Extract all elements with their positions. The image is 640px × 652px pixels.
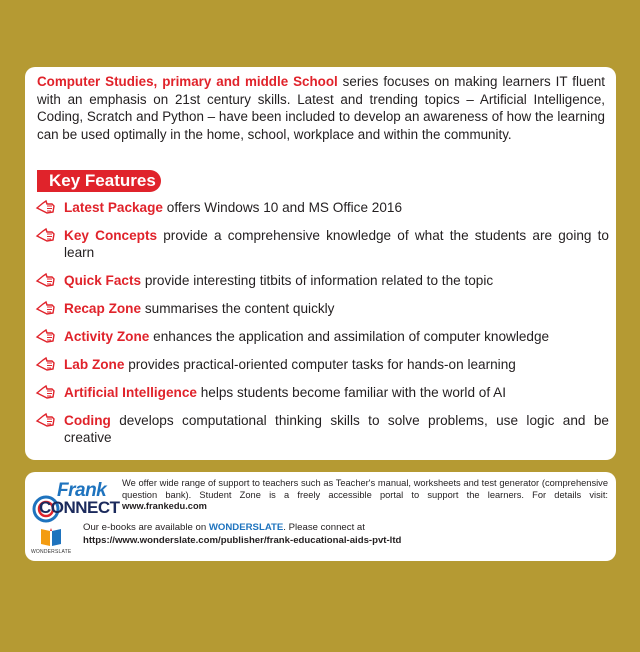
feature-title: Activity Zone xyxy=(64,329,150,344)
feature-text: provide a comprehensive knowledge of what the students are going to learn xyxy=(64,228,609,260)
intro-paragraph xyxy=(37,73,605,143)
list-item xyxy=(33,384,609,401)
key-features-heading: Key Features xyxy=(37,170,161,192)
intro-text: series focuses on making learners IT fluent with an emphasis on 21st century skills. Latest and trending topics – Artificial Intelligence, Coding, Scratch and Python – have been included to develop an awareness of how the learning can be used optimally in the home, school, workplace and within the community. xyxy=(37,74,606,142)
list-item xyxy=(33,300,609,317)
ebooks-brand: WONDERSLATE xyxy=(208,522,284,533)
book-icon xyxy=(39,525,63,547)
wonderslate-logo xyxy=(31,525,71,557)
feature-title: Key Concepts xyxy=(64,228,158,243)
feature-text: provides practical-oriented computer tasks for hands-on learning xyxy=(124,357,516,372)
list-item xyxy=(33,199,609,216)
hand-point-icon xyxy=(35,356,57,372)
wonderslate-logo-label: WONDERSLATE xyxy=(31,549,72,555)
list-item xyxy=(33,227,609,261)
feature-title: Artificial Intelligence xyxy=(64,385,197,400)
list-item xyxy=(33,356,609,373)
support-text xyxy=(122,478,608,513)
hand-point-icon xyxy=(35,412,57,428)
feature-text: provide interesting titbits of information related to the topic xyxy=(141,273,494,288)
feature-title: Recap Zone xyxy=(64,301,142,316)
features-card xyxy=(25,67,616,460)
feature-text: enhances the application and assimilation of computer knowledge xyxy=(149,329,550,344)
hand-point-icon xyxy=(35,272,57,288)
frank-logo-top: Frank xyxy=(57,480,107,501)
support-url-link[interactable]: www.frankedu.com xyxy=(122,501,207,512)
hand-point-icon xyxy=(35,384,57,400)
feature-title: Latest Package xyxy=(64,200,163,215)
list-item xyxy=(33,272,609,289)
support-footer xyxy=(25,472,616,561)
hand-point-icon xyxy=(35,199,57,215)
support-description: We offer wide range of support to teachers such as Teacher's manual, worksheets and test generator (comprehensive question bank). Student Zone is a freely accessible portal to support the learners. For details visit: xyxy=(122,478,608,500)
list-item xyxy=(33,412,609,446)
feature-text: summarises the content quickly xyxy=(141,301,335,316)
feature-title: Quick Facts xyxy=(64,273,142,288)
hand-point-icon xyxy=(35,300,57,316)
feature-text: helps students become familiar with the world of AI xyxy=(196,385,506,400)
ebooks-text xyxy=(83,522,603,547)
ebooks-description: Our e-books are available on xyxy=(83,522,209,533)
feature-title: Coding xyxy=(64,413,111,428)
list-item xyxy=(33,328,609,345)
feature-text: develops computational thinking skills to solve problems, use logic and be creative xyxy=(64,413,609,445)
frank-connect-logo xyxy=(31,480,123,522)
feature-text: offers Windows 10 and MS Office 2016 xyxy=(163,200,403,215)
frank-logo-bottom: CONNECT xyxy=(39,498,120,517)
ebooks-description-end: . Please connect at xyxy=(283,522,365,533)
features-list xyxy=(33,199,609,457)
feature-title: Lab Zone xyxy=(64,357,125,372)
intro-lead: Computer Studies, primary and middle School xyxy=(37,74,338,89)
hand-point-icon xyxy=(35,328,57,344)
ebooks-url-link[interactable]: https://www.wonderslate.com/publisher/frank-educational-aids-pvt-ltd xyxy=(83,534,402,546)
hand-point-icon xyxy=(35,227,57,243)
